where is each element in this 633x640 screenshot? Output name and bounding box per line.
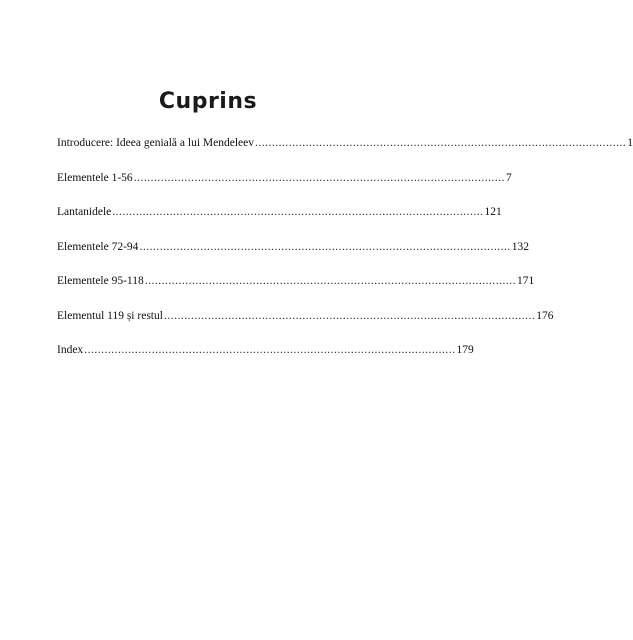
toc-entry-label: Elementele 72-94 [57,240,139,253]
toc-entry-label: Introducere: Ideea genială a lui Mendeleev [57,137,254,149]
dot-leader: .............................................................................................................. [133,171,505,184]
dot-leader: .............................................................................................................. [163,309,536,322]
dot-leader: .............................................................................................................. [255,137,627,149]
dot-leader: .............................................................................................................. [112,206,484,218]
toc-entry-page-number: 1 [627,137,633,149]
toc-entry-label: Elementele 1-56 [57,171,133,184]
dot-leader: .............................................................................................................. [144,275,516,287]
dot-leader: .............................................................................................................. [139,240,511,253]
toc-entry-lanthanides[interactable] [57,206,502,218]
table-of-contents [57,137,633,379]
toc-entry-elements-1-56[interactable] [57,171,512,184]
toc-entry-label: Lantanidele [57,206,112,218]
toc-entry-page-number: 179 [456,344,474,356]
toc-entry-elements-72-94[interactable] [57,240,529,253]
toc-entry-page-number: 121 [484,206,502,218]
toc-entry-elements-95-118[interactable] [57,275,535,287]
toc-entry-element-119[interactable] [57,309,554,322]
toc-entry-label: Elementele 95-118 [57,275,144,287]
dot-leader: .............................................................................................................. [84,344,456,356]
toc-entry-page-number: 132 [511,240,529,253]
page-title: Cuprins [158,89,258,114]
toc-entry-page-number: 7 [505,171,512,184]
toc-entry-index[interactable] [57,344,474,356]
toc-entry-label: Index [57,344,84,356]
toc-entry-page-number: 171 [517,275,535,287]
toc-entry-introduction[interactable] [57,137,633,149]
toc-entry-page-number: 176 [536,309,554,322]
toc-entry-label: Elementul 119 și restul [57,309,163,322]
